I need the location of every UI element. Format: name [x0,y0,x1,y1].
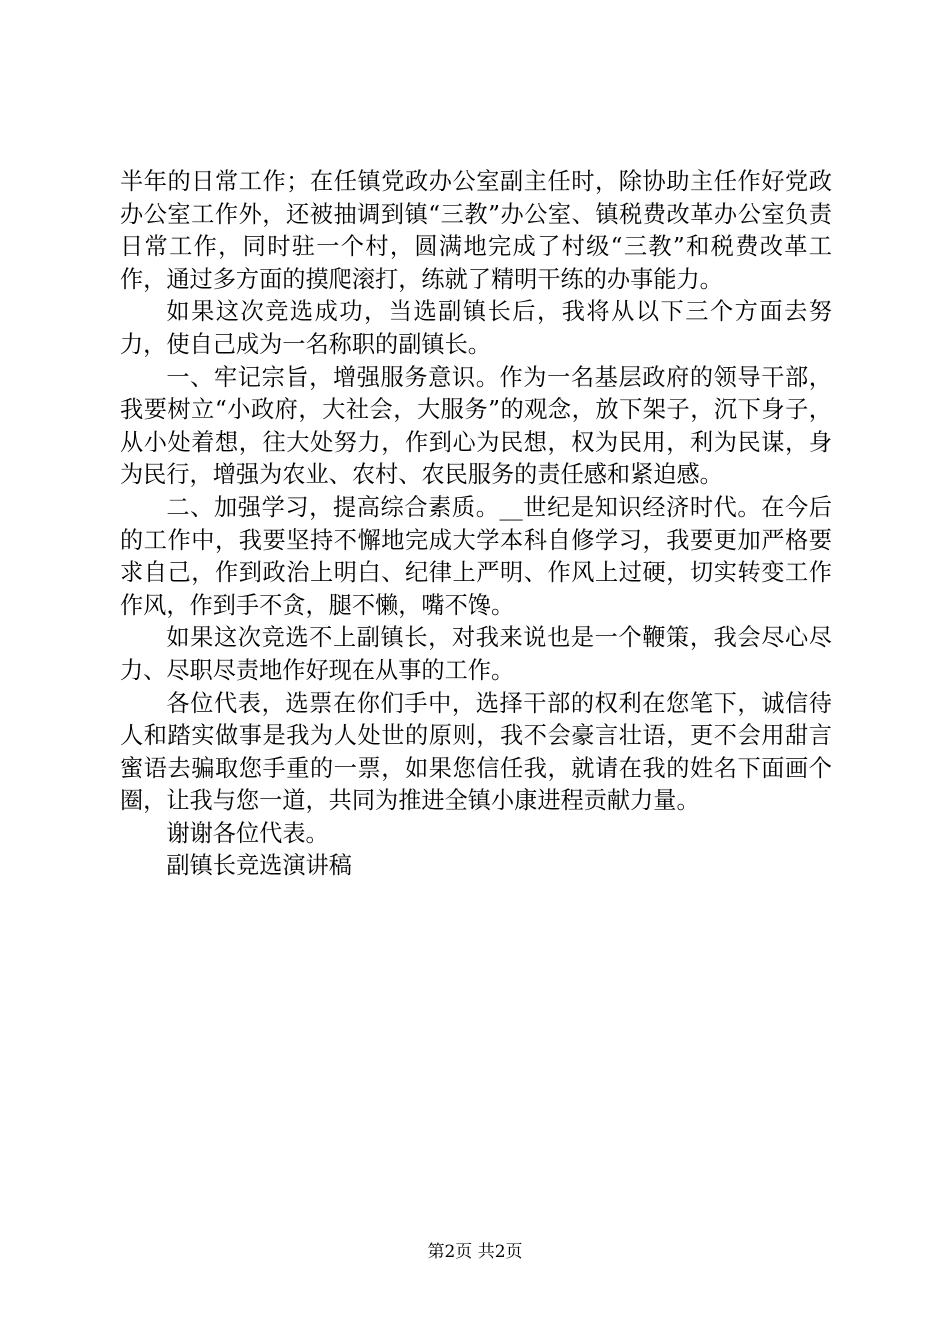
document-body [120,166,832,883]
paragraph-2: 如果这次竞选成功，当选副镇长后，我将从以下三个方面去努力，使自己成为一名称职的副镇长。 [120,298,832,358]
paragraph-8: 副镇长竞选演讲稿 [166,852,352,880]
paragraph-5: 如果这次竞选不上副镇长，对我来说也是一个鞭策，我会尽心尽力、尽职尽责地作好现在从事的工作。 [120,624,832,684]
paragraph-6: 各位代表，选票在你们手中，选择干部的权利在您笔下，诚信待人和踏实做事是我为人处世的原则，我不会豪言壮语，更不会用甜言蜜语去骗取您手重的一票，如果您信任我，就请在我的姓名下面画个圈，让我与您一道，共同为推进全镇小康进程贡献力量。 [120,689,832,815]
page-number-footer: 第2页 共2页 [427,1242,523,1262]
paragraph-3: 一、牢记宗旨，增强服务意识。作为一名基层政府的领导干部，我要树立“小政府，大社会，大服务”的观念，放下架子，沉下身子，从小处着想，往大处努力，作到心为民想，权为民用，利为民谋，身为民行，增强为农业、农村、农民服务的责任感和紧迫感。 [120,363,832,489]
paragraph-4: 二、加强学习，提高综合素质。__世纪是知识经济时代。在今后的工作中，我要坚持不懈地完成大学本科自修学习，我要更加严格要求自己，作到政治上明白、纪律上严明、作风上过硬，切实转变工作作风，作到手不贪，腿不懒，嘴不馋。 [120,493,832,619]
paragraph-1: 半年的日常工作；在任镇党政办公室副主任时，除协助主任作好党政办公室工作外，还被抽调到镇“三教”办公室、镇税费改革办公室负责日常工作，同时驻一个村，圆满地完成了村级“三教”和税费改革工作，通过多方面的摸爬滚打，练就了精明干练的办事能力。 [120,168,832,293]
paragraph-7: 谢谢各位代表。 [166,819,329,847]
